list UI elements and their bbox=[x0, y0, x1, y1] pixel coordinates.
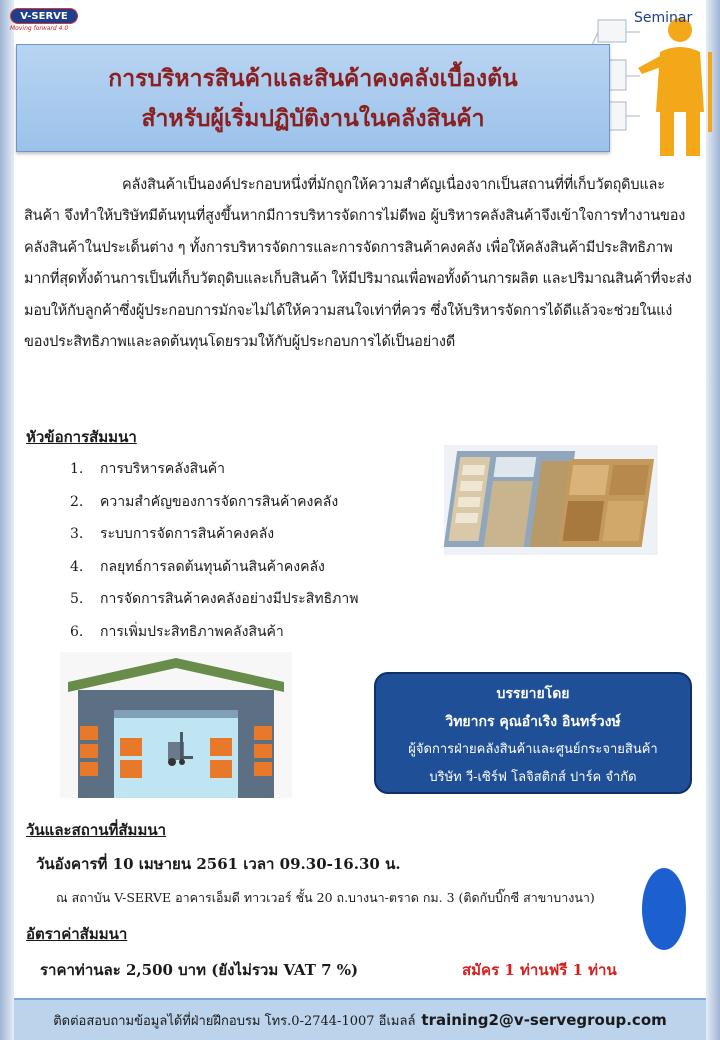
page-frame-left bbox=[0, 0, 14, 1040]
topic-item bbox=[70, 456, 358, 489]
intro-paragraph: คลังสินค้าเป็นองค์ประกอบหนึ่งที่มักถูกให้ความสำคัญเนื่องจากเป็นสถานที่ที่เก็บวัตถุดิบและสินค้า จึงทำให้บริษัทมีต้นทุนที่สูงขึ้นหากมีการบริหารจัดการไม่ดีพอ ผู้บริหารคลังสินค้าจึงเข้าใจการทำงานของคลังสินค้าในประเด็นต่าง ๆ ทั้งการบริหารจัดการและการจัดการสินค้าคงคลัง เพื่อให้คลังสินค้ามีประสิทธิภาพมากที่สุดทั้งด้านการเป็นที่เก็บวัตถุดิบและเก็บสินค้า ให้มีปริมาณเพื่อพอทั้งด้านการผลิต และปริมาณสินค้าที่จะส่งมอบให้กับลูกค้าซึ่งผู้ประกอบการมักจะไม่ได้ให้ความสนใจเท่าที่ควร ซึ่งให้บริหารจัดการได้ดีแล้วจะช่วยในแง่ของประสิทธิภาพและลดต้นทุนโดยรวมให้กับผู้ประกอบการได้เป็นอย่างดี bbox=[24, 177, 692, 351]
promo-text: สมัคร 1 ท่านฟรี 1 ท่าน bbox=[462, 961, 617, 979]
topics-list bbox=[70, 456, 358, 652]
topics-heading: หัวข้อการสัมมนา bbox=[26, 428, 137, 446]
topic-text: การจัดการสินค้าคงคลังอย่างมีประสิทธิภาพ bbox=[100, 591, 359, 608]
topic-item bbox=[70, 489, 358, 522]
speaker-name: วิทยากร คุณอำเริง อินทร์วงษ์ bbox=[445, 714, 621, 730]
topic-number: 3. bbox=[70, 526, 84, 543]
topic-text: การบริหารคลังสินค้า bbox=[100, 461, 225, 477]
contact-text: ติดต่อสอบถามข้อมูลได้ที่ฝ่ายฝึกอบรม โทร.0-2744-1007 อีเมลล์ bbox=[53, 1013, 416, 1029]
topic-number: 6. bbox=[70, 623, 84, 640]
logo-tagline: Moving forward 4.0 bbox=[10, 25, 69, 32]
seminar-label: Seminar bbox=[634, 10, 693, 26]
title-banner bbox=[16, 44, 610, 152]
title-line-2: สำหรับผู้เริ่มปฏิบัติงานในคลังสินค้า bbox=[141, 105, 485, 132]
venue-address: ณ สถาบัน V-SERVE อาคารเอ็มดี ทาวเวอร์ ชั้น 20 ถ.บางนา-ตราด กม. 3 (ติดกับบิ๊กซี สาขาบางนา) bbox=[56, 890, 595, 905]
venue-heading: วันและสถานที่สัมมนา bbox=[26, 821, 167, 839]
topic-item bbox=[70, 521, 358, 554]
seminar-date: วันอังคารที่ 10 เมษายน 2561 เวลา 09.30-16.30 น. bbox=[36, 855, 401, 873]
speaker-company: บริษัท วี-เซิร์ฟ โลจิสติกส์ ปาร์ค จำกัด bbox=[429, 770, 637, 785]
decorative-blue-oval bbox=[642, 868, 686, 950]
speaker-heading: บรรยายโดย bbox=[496, 686, 570, 702]
topic-item bbox=[70, 619, 358, 652]
contact-footer bbox=[14, 998, 706, 1040]
topic-text: ความสำคัญของการจัดการสินค้าคงคลัง bbox=[100, 493, 339, 510]
rate-heading: อัตราค่าสัมมนา bbox=[26, 925, 128, 943]
topic-text: กลยุทธ์การลดต้นทุนด้านสินค้าคงคลัง bbox=[100, 558, 325, 575]
speaker-position: ผู้จัดการฝ่ายคลังสินค้าและศูนย์กระจายสินค้า bbox=[408, 742, 658, 757]
topic-number: 2. bbox=[70, 493, 84, 510]
topic-number: 1. bbox=[70, 461, 84, 477]
price-text: ราคาท่านละ 2,500 บาท (ยังไม่รวม VAT 7 %) bbox=[40, 961, 359, 979]
warehouse-illustration bbox=[60, 652, 292, 798]
topic-text: ระบบการจัดการสินค้าคงคลัง bbox=[100, 526, 275, 543]
topic-text: การเพิ่มประสิทธิภาพคลังสินค้า bbox=[100, 623, 284, 640]
topic-item bbox=[70, 554, 358, 587]
contact-email-link[interactable]: training2@v-servegroup.com bbox=[421, 1011, 667, 1029]
warehouse-photo bbox=[444, 445, 658, 555]
speaker-info-box bbox=[374, 672, 692, 794]
presenter-figure-icon bbox=[638, 18, 712, 156]
topic-number: 4. bbox=[70, 558, 84, 575]
topic-number: 5. bbox=[70, 591, 84, 608]
logo-badge: V-SERVE bbox=[10, 8, 78, 24]
topic-item bbox=[70, 586, 358, 619]
title-line-1: การบริหารสินค้าและสินค้าคงคลังเบื้องต้น bbox=[108, 65, 518, 92]
vserve-logo bbox=[10, 8, 78, 36]
